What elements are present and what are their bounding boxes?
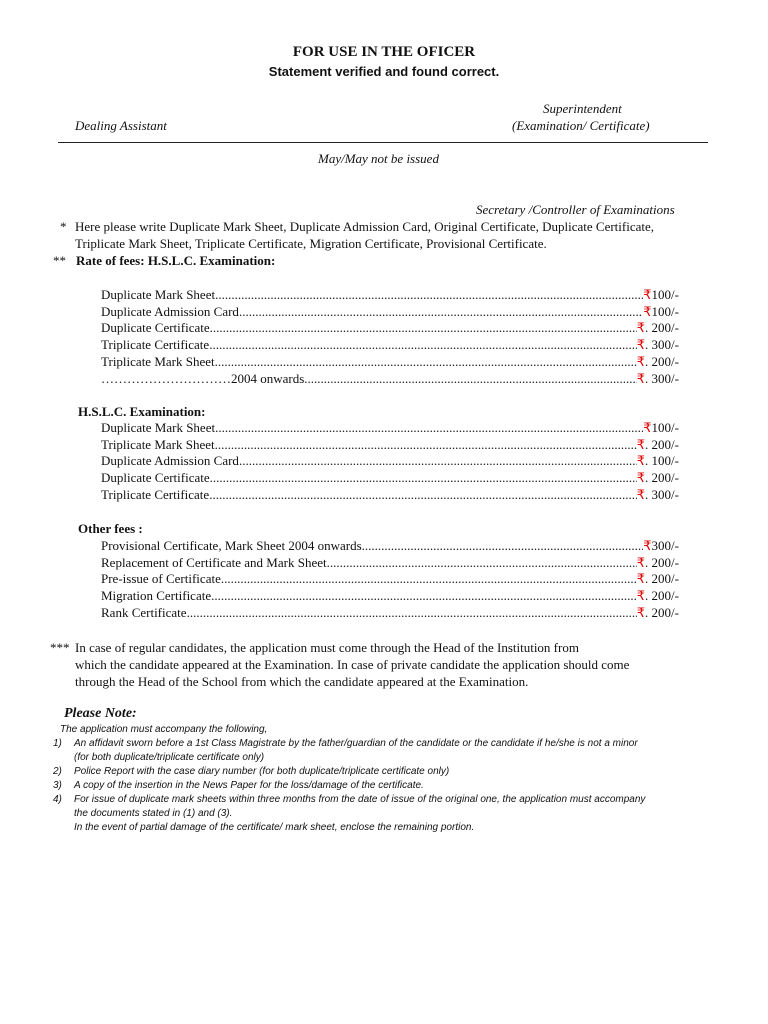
fee-amount: . 200/- bbox=[645, 604, 679, 620]
fee-row bbox=[101, 538, 679, 555]
fee-label: Triplicate Mark Sheet bbox=[101, 436, 215, 452]
note-item-1-line-1: An affidavit sworn before a 1st Class Magistrate by the father/guardian of the candidate or the candidate if he/she is not a minor bbox=[74, 738, 638, 749]
fee-row bbox=[101, 605, 679, 622]
page-subtitle: Statement verified and found correct. bbox=[268, 64, 500, 79]
rupee-icon: ₹ bbox=[636, 436, 646, 452]
fee-label: Provisional Certificate, Mark Sheet 2004 onwards bbox=[101, 538, 362, 553]
rupee-icon: ₹ bbox=[636, 470, 646, 486]
rupee-icon: ₹ bbox=[636, 370, 646, 386]
fee-amount: . 200/- bbox=[645, 554, 679, 570]
fee-amount: . 200/- bbox=[645, 436, 679, 452]
please-note-intro: The application must accompany the following, bbox=[60, 724, 268, 735]
dot-leader bbox=[210, 470, 637, 486]
dot-leader bbox=[210, 320, 637, 336]
dot-leader bbox=[215, 354, 637, 370]
fee-label: Replacement of Certificate and Mark Sheet bbox=[101, 554, 327, 570]
issue-status-label: May/May not be issued bbox=[318, 151, 439, 166]
dot-leader bbox=[187, 605, 637, 621]
fee-label: Duplicate Certificate bbox=[101, 320, 210, 336]
triple-star-note-line-3: through the Head of the School from which the candidate appeared at the Examination. bbox=[75, 674, 529, 689]
fee-amount: 100/- bbox=[651, 420, 679, 435]
fee-row bbox=[101, 437, 679, 454]
double-star-mark: ** bbox=[53, 253, 66, 268]
rupee-icon: ₹ bbox=[636, 588, 646, 604]
rupee-icon: ₹ bbox=[636, 571, 646, 587]
rupee-icon: ₹ bbox=[636, 320, 646, 336]
fee-row bbox=[101, 287, 679, 304]
rupee-icon: ₹ bbox=[636, 486, 646, 502]
fee-amount: . 100/- bbox=[645, 453, 679, 469]
dot-leader bbox=[239, 453, 637, 469]
star-note-line-1: Here please write Duplicate Mark Sheet, Duplicate Admission Card, Original Certificate, Duplicate Certificate, bbox=[75, 219, 655, 234]
fee-amount: . 200/- bbox=[645, 571, 679, 587]
dealing-assistant-label: Dealing Assistant bbox=[75, 118, 167, 133]
dot-leader bbox=[304, 371, 636, 387]
dot-leader bbox=[215, 287, 643, 303]
section-heading-hslc: H.S.L.C. Examination: bbox=[78, 404, 206, 419]
dot-leader bbox=[209, 337, 637, 353]
rupee-icon: ₹ bbox=[636, 353, 646, 369]
fee-amount: . 200/- bbox=[645, 588, 679, 604]
rupee-icon: ₹ bbox=[636, 337, 646, 353]
dot-leader bbox=[211, 588, 637, 604]
note-item-3-line-1: A copy of the insertion in the News Paper for the loss/damage of the certificate. bbox=[74, 780, 424, 791]
fee-label: Triplicate Mark Sheet bbox=[101, 353, 215, 369]
triple-star-mark: *** bbox=[50, 640, 70, 655]
fee-label: Duplicate Mark Sheet bbox=[101, 287, 216, 302]
fee-label: Migration Certificate bbox=[101, 588, 212, 604]
section-heading-other-fees: Other fees : bbox=[78, 521, 143, 536]
fee-amount: . 200/- bbox=[645, 470, 679, 486]
fee-label: Duplicate Admission Card bbox=[101, 303, 239, 319]
rupee-icon: ₹ bbox=[643, 303, 652, 319]
triple-star-note-line-1: In case of regular candidates, the application must come through the Head of the Institution from bbox=[75, 640, 579, 655]
note-item-4-line-3: In the event of partial damage of the certificate/ mark sheet, enclose the remaining portion. bbox=[74, 822, 475, 833]
fee-row bbox=[101, 337, 679, 354]
fee-label: Triplicate Certificate bbox=[101, 486, 210, 502]
please-note-heading: Please Note: bbox=[64, 706, 137, 721]
note-num-1: 1) bbox=[53, 738, 62, 749]
fee-row bbox=[101, 487, 679, 504]
fees-heading: Rate of fees: H.S.L.C. Examination: bbox=[76, 253, 276, 268]
note-item-1-line-2: (for both duplicate/triplicate certificate only) bbox=[74, 752, 265, 763]
dot-leader bbox=[239, 304, 643, 320]
fee-amount: 300/- bbox=[651, 538, 679, 553]
rupee-icon: ₹ bbox=[643, 538, 652, 553]
dot-leader bbox=[215, 420, 643, 436]
star-note-line-2: Triplicate Mark Sheet, Triplicate Certificate, Migration Certificate, Provisional Certificate. bbox=[75, 236, 547, 251]
note-num-4: 4) bbox=[53, 794, 62, 805]
fee-row bbox=[101, 420, 679, 437]
fee-label: Duplicate Admission Card bbox=[101, 453, 239, 469]
fee-row bbox=[101, 304, 679, 321]
fee-label: …………………………2004 onwards bbox=[101, 370, 305, 386]
fee-amount: . 300/- bbox=[645, 486, 679, 502]
fee-label: Duplicate Certificate bbox=[101, 470, 210, 486]
fee-amount: . 300/- bbox=[645, 337, 679, 353]
fee-row bbox=[101, 588, 679, 605]
note-num-3: 3) bbox=[53, 780, 62, 791]
fee-amount: . 200/- bbox=[645, 353, 679, 369]
fee-row bbox=[101, 453, 679, 470]
dot-leader bbox=[215, 437, 637, 453]
dot-leader bbox=[327, 555, 637, 571]
dot-leader bbox=[209, 487, 637, 503]
fee-amount: 100/- bbox=[651, 303, 679, 319]
fee-label: Duplicate Mark Sheet bbox=[101, 420, 216, 435]
divider-line bbox=[58, 142, 708, 143]
rupee-icon: ₹ bbox=[643, 287, 652, 302]
page-title: FOR USE IN THE OFICER bbox=[292, 44, 476, 60]
rupee-icon: ₹ bbox=[643, 420, 652, 435]
fee-amount: 100/- bbox=[651, 287, 679, 302]
fee-label: Triplicate Certificate bbox=[101, 337, 210, 353]
fee-row bbox=[101, 571, 679, 588]
dot-leader bbox=[362, 538, 644, 554]
triple-star-note-line-2: which the candidate appeared at the Examination. In case of private candidate the application should come bbox=[75, 657, 630, 672]
fee-label: Rank Certificate bbox=[101, 604, 187, 620]
note-num-2: 2) bbox=[53, 766, 62, 777]
rupee-icon: ₹ bbox=[636, 604, 646, 620]
note-item-2-line-1: Police Report with the case diary number (for both duplicate/triplicate certificate only) bbox=[74, 766, 450, 777]
fee-row bbox=[101, 555, 679, 572]
rupee-icon: ₹ bbox=[636, 453, 646, 469]
note-item-4-line-2: the documents stated in (1) and (3). bbox=[74, 808, 233, 819]
fee-row bbox=[101, 354, 679, 371]
fee-row bbox=[101, 371, 679, 388]
rupee-icon: ₹ bbox=[636, 554, 646, 570]
superintendent-label: Superintendent bbox=[543, 101, 622, 116]
star-mark: * bbox=[60, 219, 67, 234]
fee-amount: . 200/- bbox=[645, 320, 679, 336]
note-item-4-line-1: For issue of duplicate mark sheets within three months from the date of issue of the original one, the application must accompany bbox=[74, 794, 646, 805]
dot-leader bbox=[221, 571, 637, 587]
secretary-label: Secretary /Controller of Examinations bbox=[476, 202, 675, 217]
fee-row bbox=[101, 470, 679, 487]
fee-label: Pre-issue of Certificate bbox=[101, 571, 221, 587]
fee-row bbox=[101, 320, 679, 337]
superintendent-dept-label: (Examination/ Certificate) bbox=[512, 118, 650, 133]
fee-amount: . 300/- bbox=[645, 370, 679, 386]
